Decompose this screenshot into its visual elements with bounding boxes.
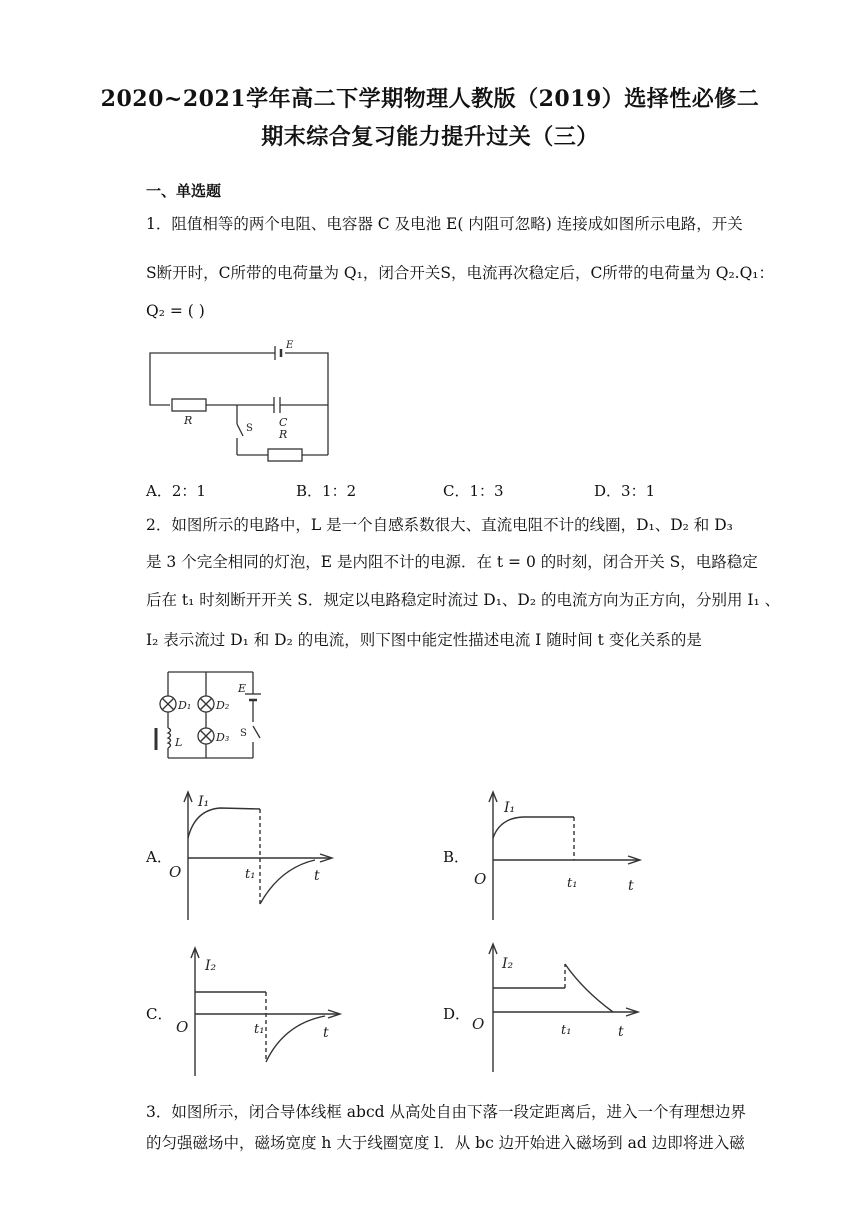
q2-label-d1: D₁ [178, 699, 192, 712]
q1-circuit-diagram [140, 338, 340, 468]
graph-c-t: t [323, 1025, 329, 1041]
q2-option-a-letter[interactable]: A． [146, 848, 172, 866]
q2-label-l: L [175, 736, 183, 749]
q1-label-r1: R [184, 414, 193, 427]
q2-graph-b[interactable] [468, 788, 648, 928]
q2-circuit-diagram [148, 666, 273, 766]
q2-graph-a[interactable] [165, 788, 345, 928]
q3-text-line-1: 3．如图所示，闭合导体线框 abcd 从高处自由下落一段定距离后，进入一个有理想边界 [146, 1103, 746, 1121]
q2-graph-d[interactable] [468, 940, 648, 1080]
q2-label-e: E [238, 682, 247, 695]
graph-c-origin: O [176, 1018, 189, 1036]
q2-text-line-3: 后在 t₁ 时刻断开开关 S．规定以电路稳定时流过 D₁、D₂ 的电流方向为正方向，分别用 I₁ 、 [146, 591, 781, 609]
q2-option-b-letter[interactable]: B． [443, 848, 470, 866]
q1-text-line-1: 1．阻值相等的两个电阻、电容器 C 及电池 E( 内阻可忽略) 连接成如图所示电路，开关 [146, 215, 743, 233]
q2-option-c-letter[interactable]: C． [146, 1005, 173, 1023]
q3-text-line-2: 的匀强磁场中，磁场宽度 h 大于线圈宽度 l．从 bc 边开始进入磁场到 ad 边即将进入磁 [146, 1134, 745, 1152]
q2-text-line-1: 2．如图所示的电路中，L 是一个自感系数很大、直流电阻不计的线圈，D₁、D₂ 和 D₃ [146, 516, 733, 534]
graph-b-ylabel: I₁ [504, 800, 516, 816]
q1-text-line-3: Q₂ = ( ) [146, 302, 205, 320]
graph-d-t1: t₁ [561, 1023, 572, 1038]
q2-text-line-4: I₂ 表示流过 D₁ 和 D₂ 的电流，则下图中能定性描述电流 I 随时间 t 变化关系的是 [146, 631, 702, 649]
graph-c-ylabel: I₂ [205, 958, 217, 974]
graph-c-t1: t₁ [254, 1022, 265, 1037]
document-title-line-1: 2020~2021学年高二下学期物理人教版（2019）选择性必修二 [100, 86, 760, 112]
q2-label-d3: D₃ [216, 731, 230, 744]
graph-d-ylabel: I₂ [502, 956, 514, 972]
q1-label-r2: R [279, 428, 288, 441]
q1-option-a[interactable]: A．2：1 [146, 482, 206, 500]
graph-b-t1: t₁ [567, 876, 578, 891]
section-heading: 一、单选题 [146, 182, 222, 200]
q2-label-d2: D₂ [216, 699, 230, 712]
graph-b-origin: O [474, 870, 487, 888]
q1-text-line-2: S断开时，C所带的电荷量为 Q₁，闭合开关S，电流再次稳定后，C所带的电荷量为 Q₂.Q₁： [146, 264, 775, 282]
q2-option-d-letter[interactable]: D． [443, 1005, 471, 1023]
q2-label-s: S [240, 728, 247, 739]
graph-a-ylabel: I₁ [198, 794, 210, 810]
graph-a-origin: O [169, 863, 182, 881]
q2-graph-c[interactable] [170, 944, 350, 1084]
q1-label-s: S [246, 423, 253, 434]
q1-option-b[interactable]: B．1：2 [296, 482, 357, 500]
q1-option-d[interactable]: D．3：1 [594, 482, 656, 500]
q1-label-c: C [279, 416, 288, 429]
graph-a-t: t [314, 868, 320, 884]
q1-label-e: E [286, 340, 294, 351]
q1-option-c[interactable]: C．1：3 [443, 482, 504, 500]
q2-text-line-2: 是 3 个完全相同的灯泡，E 是内阻不计的电源．在 t = 0 的时刻，闭合开关 S，电路稳定 [146, 553, 758, 571]
graph-d-origin: O [472, 1015, 485, 1033]
graph-b-t: t [628, 878, 634, 894]
graph-a-t1: t₁ [245, 867, 256, 882]
graph-d-t: t [618, 1024, 624, 1040]
document-title-line-2: 期末综合复习能力提升过关（三） [261, 124, 599, 150]
